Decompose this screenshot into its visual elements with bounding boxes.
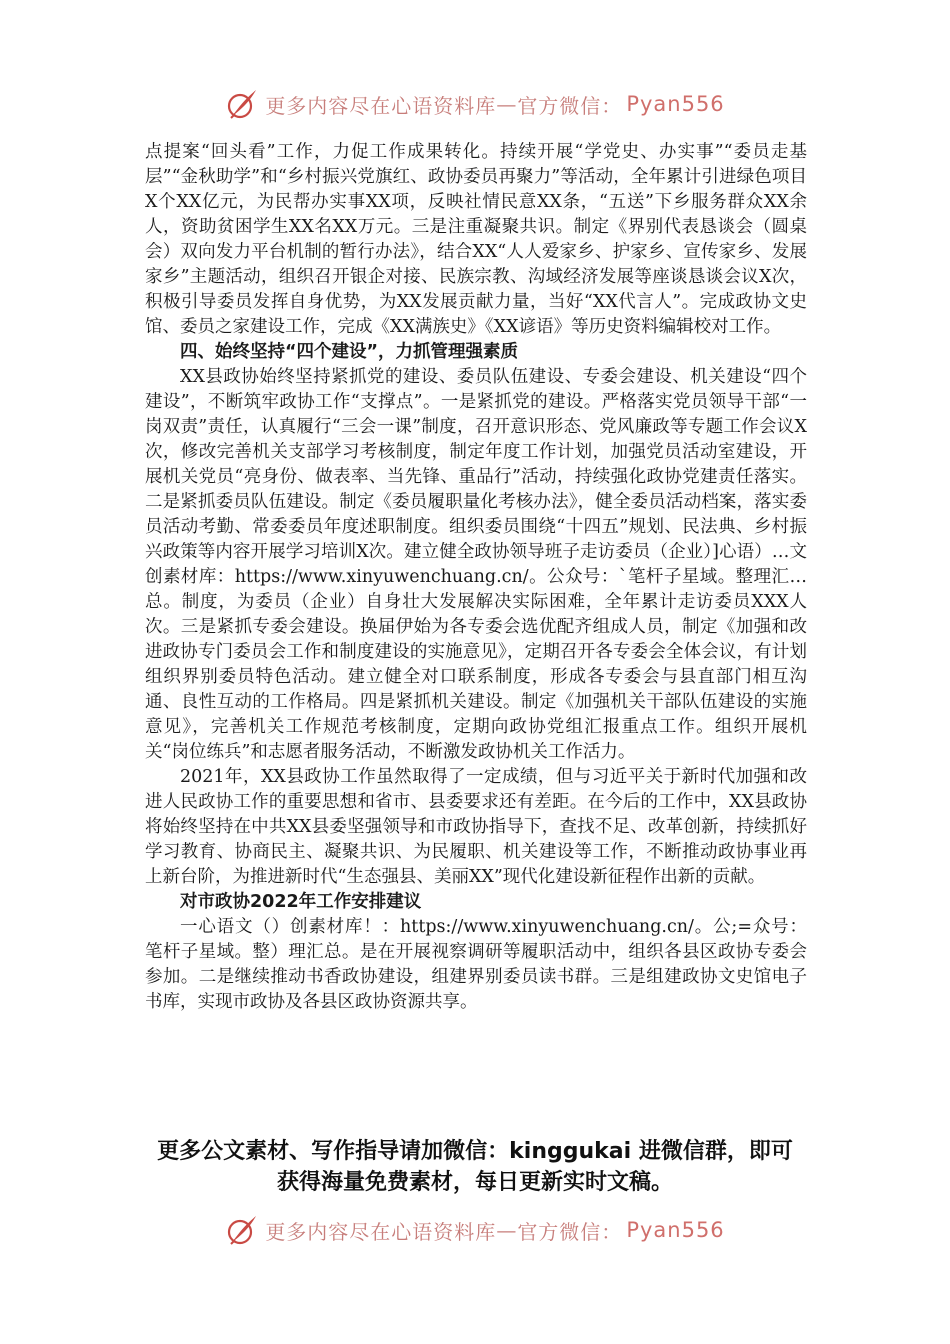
promo-line-2: 获得海量免费素材，每日更新实时文稿。 <box>276 1170 673 1195</box>
promo-banner <box>140 1136 810 1198</box>
paragraph-4: 一心语文（）创素材库！：https://www.xinyuwenchuang.cn/。公;=众号：笔杆子星域。整）理汇总。是在开展视察调研等履职活动中，组织各县区政协专委会参加。二是继续推动书香政协建设，组建界别委员读书群。三是组建政协文史馆电子书库，实现市政协及各县区政协资源共享。 <box>145 917 807 1012</box>
watermark-footer <box>0 1210 950 1250</box>
paragraph-3: 2021年，XX县政协工作虽然取得了一定成绩，但与习近平关于新时代加强和改进人民政协工作的重要思想和省市、县委要求还有差距。在今后的工作中，XX县政协将始终坚持在中共XX县委坚强领导和市政协指导下，查找不足、改革创新，持续抓好学习教育、协商民主、凝聚共识、为民履职、机关建设等工作，不断推动政协事业再上新台阶，为推进新时代“生态强县、美丽XX”现代化建设新征程作出新的贡献。 <box>145 767 807 887</box>
document-body <box>145 140 807 1015</box>
watermark-separator: — <box>496 1218 518 1242</box>
watermark-header <box>0 84 950 124</box>
paragraph-1: 点提案“回头看”工作，力促工作成果转化。持续开展“学党史、办实事”“委员走基层”“金秋助学”和“乡村振兴党旗红、政协委员再聚力”等活动，全年累计引进绿色项目X个XX亿元，为民帮办实事XX项，反映社情民意XX条，“五送”下乡服务群众XX余人，资助贫困学生XX名XX万元。三是注重凝聚共识。制定《界别代表恳谈会（圆桌会）双向发力平台机制的暂行办法》，结合XX“人人爱家乡、护家乡、宣传家乡、发展家乡”主题活动，组织召开银企对接、民族宗教、沟域经济发展等座谈恳谈会议X次，积极引导委员发挥自身优势，为XX发展贡献力量，当好“XX代言人”。完成政协文史馆、委员之家建设工作，完成《XX满族史》《XX谚语》等历史资料编辑校对工作。 <box>145 142 807 337</box>
feather-pen-logo-icon <box>225 87 259 121</box>
watermark-wechat-id: Pyan556 <box>626 92 725 116</box>
section-heading-four: 四、始终坚持“四个建设”，力抓管理强素质 <box>180 342 519 362</box>
watermark-separator: — <box>496 92 518 116</box>
watermark-text: 更多内容尽在心语资料库 <box>265 1219 497 1244</box>
watermark-wechat-id: Pyan556 <box>626 1218 725 1242</box>
watermark-label: 官方微信： <box>517 1219 623 1244</box>
promo-line-1: 更多公文素材、写作指导请加微信：kinggukai 进微信群，即可 <box>157 1139 793 1164</box>
watermark-text: 更多内容尽在心语资料库 <box>265 93 497 118</box>
paragraph-2: XX县政协始终坚持紧抓党的建设、委员队伍建设、专委会建设、机关建设“四个建设”，不断筑牢政协工作“支撑点”。一是紧抓党的建设。严格落实党员领导干部“一岗双责”责任，认真履行“三会一课”制度，召开意识形态、党风廉政等专题工作会议X次，修改完善机关支部学习考核制度，制定年度工作计划，加强党员活动室建设，开展机关党员“亮身份、做表率、当先锋、重品行”活动，持续强化政协党建责任落实。二是紧抓委员队伍建设。制定《委员履职量化考核办法》，健全委员活动档案，落实委员活动考勤、常委委员年度述职制度。组织委员围绕“十四五”规划、民法典、乡村振兴政策等内容开展学习培训X次。建立健全政协领导班子走访委员（企业）]心语）…文创素材库：https://www.xinyuwenchuang.cn/。公众号：`笔杆子星域。整理汇…总。制度，为委员（企业）自身壮大发展解决实际困难，全年累计走访委员XXX人次。三是紧抓专委会建设。换届伊始为各专委会选优配齐组成人员，制定《加强和改进政协专门委员会工作和制度建设的实施意见》，定期召开各专委会全体会议，有计划组织界别委员特色活动。建立健全对口联系制度，形成各专委会与县直部门相互沟通、良性互动的工作格局。四是紧抓机关建设。制定《加强机关干部队伍建设的实施意见》，完善机关工作规范考核制度，定期向政协党组汇报重点工作。组织开展机关“岗位练兵”和志愿者服务活动，不断激发政协机关工作活力。 <box>145 367 807 762</box>
section-heading-suggestions: 对市政协2022年工作安排建议 <box>180 892 422 912</box>
watermark-label: 官方微信： <box>517 93 623 118</box>
feather-pen-logo-icon <box>225 1213 259 1247</box>
